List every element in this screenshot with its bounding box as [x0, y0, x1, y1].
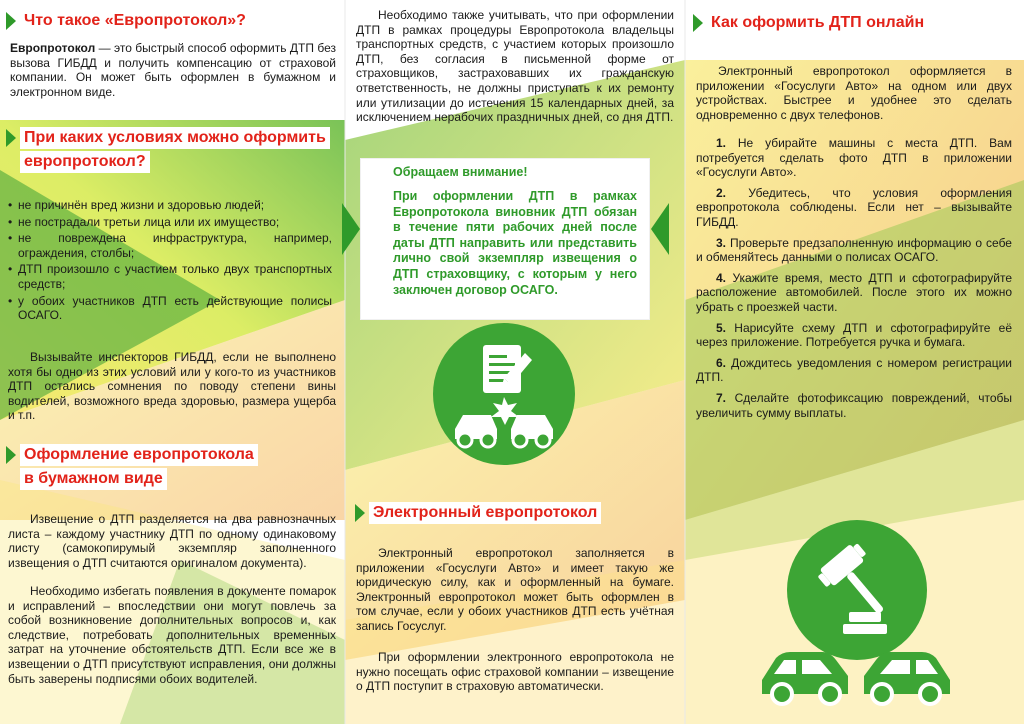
paragraph-no-office-visit: При оформлении электронного европротокола не нужно посещать офис страховой компании – извещение о ДТП поступит в страховую автоматически.: [356, 650, 674, 694]
triangle-marker-icon: [6, 446, 16, 464]
paragraph-call-gibdd: Вызывайте инспекторов ГИБДД, если не выполнено хотя бы одно из этих условий или у кого-то из участников ДТП остались сомнения по поводу степени вины водителей, возможного вреда здоровью, размера ущерба и т.п.: [8, 350, 336, 423]
list-item: • ДТП произошло с участием только двух транспортных средств;: [6, 262, 332, 291]
triangle-marker-icon: [6, 12, 16, 30]
paragraph-electronic-protocol: Электронный европротокол заполняется в приложении «Госуслуги Авто» и имеет такую же юридическую силу, как и оформленный на бумаге. Электронный европротокол может быть оформлен в том случае, если у обоих участников ДТП есть учётная запись Госуслуг.: [356, 546, 674, 633]
list-item: • не причинён вред жизни и здоровью людей;: [6, 198, 332, 213]
arrow-right-decor-icon: [651, 203, 669, 255]
document-car-crash-icon: [433, 323, 575, 465]
list-item: 7. Сделайте фотофиксацию повреждений, чтобы увеличить сумму выплаты.: [696, 390, 1012, 420]
triangle-marker-icon: [693, 14, 703, 32]
conditions-list: [6, 198, 332, 325]
definition-lead-term: Европротокол: [10, 41, 96, 55]
notice-body: При оформлении ДТП в рамках Европротокола виновник ДТП обязан в течение пяти рабочих дней после даты ДТП направить или представить лично свой экземпляр извещения о ДТП страховщику, с которым у него заключен договор ОСАГО.: [393, 189, 637, 297]
paragraph-definition: Европротокол — это быстрый способ оформить ДТП без вызова ГИБДД и получить компенсацию от страховой компании. Он может быть оформлен в бумажном и электронном виде.: [10, 41, 336, 99]
list-item: 1. Не убирайте машины с места ДТП. Вам потребуется сделать фото ДТП в приложении «Госуслуги Авто».: [696, 136, 1013, 180]
paragraph-repair-restriction: Необходимо также учитывать, что при оформлении ДТП в рамках процедуры Европротокола владельцы транспортных средств, с участием которых произошло ДТП, без согласия в письменной форме от страховщиков, застраховавших их гражданскую ответственность, не должны приступать к их ремонту или утилизации до истечения 15 календарных дней, за исключением нерабочих праздничных дней, со дня ДТП.: [356, 8, 674, 125]
list-item: • не пострадали третьи лица или их имущество;: [6, 215, 332, 230]
list-item: • у обоих участников ДТП есть действующие полисы ОСАГО.: [6, 294, 332, 323]
list-item: 5. Нарисуйте схему ДТП и сфотографируйте её через приложение. Потребуется ручка и бумага.: [696, 320, 1012, 350]
triangle-marker-icon: [6, 129, 16, 147]
two-cars-icon: [756, 636, 956, 708]
heading-online-dtp: Как оформить ДТП онлайн: [693, 12, 928, 34]
list-item: 6. Дождитесь уведомления с номером регистрации ДТП.: [696, 355, 1012, 385]
notice-title: Обращаем внимание!: [393, 165, 528, 179]
paragraph-avoid-corrections: Необходимо избегать появления в документе помарок и исправлений – впоследствии они могут повлечь за собой возникновение дополнительных вопросов и, как следствие, потребовать дополнительных временных затрат на уточнение обстоятельств ДТП. Если все же в извещении о ДТП присутствуют исправления, они должны быть заверены подписями обоих водителей.: [8, 584, 336, 686]
triangle-marker-icon: [355, 504, 365, 522]
online-steps-list: [696, 136, 1012, 426]
list-item: 4. Укажите время, место ДТП и сфотографируйте расположение автомобилей. После этого их можно убрать с проезжей части.: [696, 270, 1012, 314]
heading-paper-europrotocol: Оформление европротокола в бумажном виде: [6, 444, 258, 490]
list-item: 2. Убедитесь, что условия оформления европротокола соблюдены. Если нет – вызывайте ГИБДД.: [696, 185, 1012, 229]
paragraph-online-intro: Электронный европротокол оформляется в приложении «Госуслуги Авто» на одном или двух устройствах. Быстрее и удобнее это сделать одновременно с двух телефонов.: [696, 64, 1012, 122]
heading-electronic-europrotocol: Электронный европротокол: [355, 502, 601, 524]
heading-what-is-europrotocol: Что такое «Европротокол»?: [6, 10, 250, 32]
document-car-crash-icon: [433, 323, 575, 465]
notice-box: [360, 158, 650, 320]
list-item: • не повреждена инфраструктура, например, ограждения, столбы;: [6, 231, 332, 260]
heading-conditions: При каких условиях можно оформить европротокол?: [6, 127, 330, 173]
arrow-left-decor-icon: [342, 203, 360, 255]
list-item: 3. Проверьте предзаполненную информацию о себе и обменяйтесь данными о полисах ОСАГО.: [696, 235, 1012, 265]
paragraph-notice-split: Извещение о ДТП разделяется на два равнозначных листа – каждому участнику ДТП по одному одинаковому листу (самокопирумый экземпляр заполненного извещения о ДТП считаются оригиналом документа).: [8, 512, 336, 570]
